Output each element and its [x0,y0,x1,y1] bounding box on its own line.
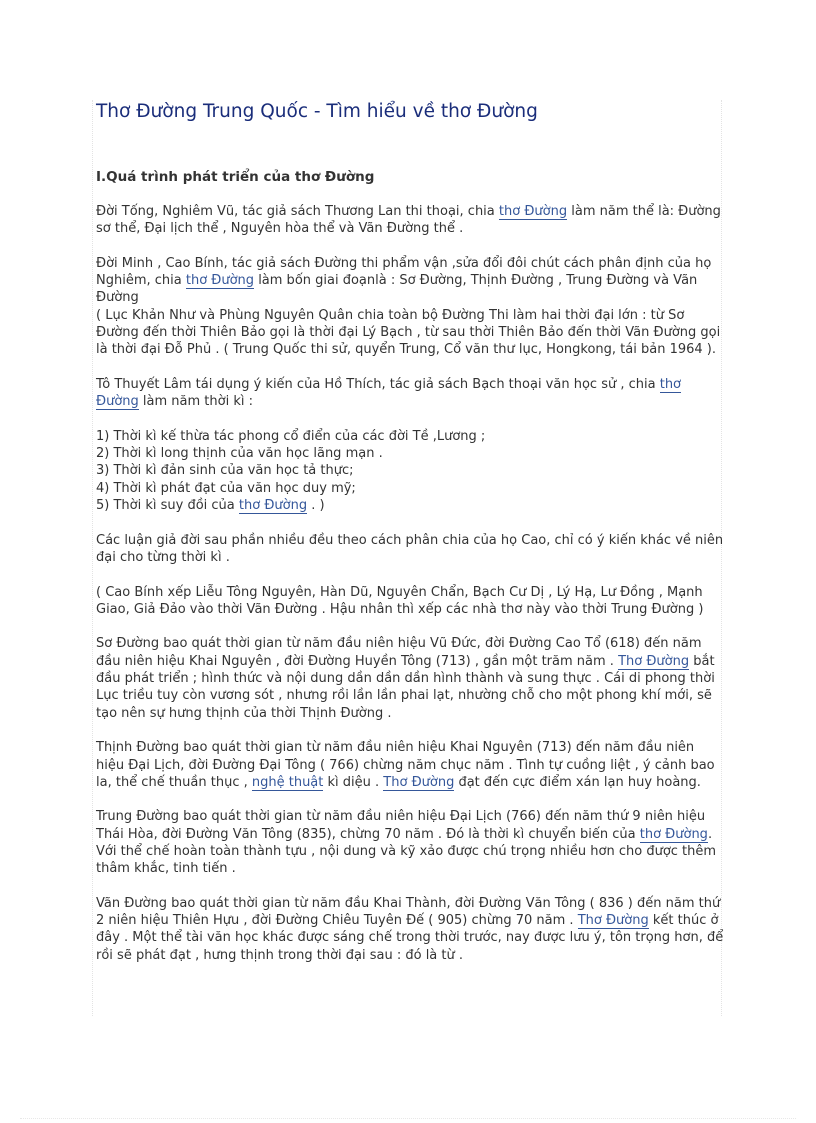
paragraph: Vãn Đường bao quát thời gian từ năm đầu Khai Thành, đời Đường Văn Tông ( 836 ) đến năm thứ 2 niên hiệu Thiên Hựu , đời Đường Chiêu Tuyên Đế ( 905) chừng 70 năm . Thơ Đường kết thúc ở đây . Một thể tài văn học khác được sáng chế trong thời trước, nay được lưu ý, tôn trọng hơn, để rồi sẽ phát đạt , hưng thịnh trong thời đại sau : đó là từ . [96,895,724,963]
tho-duong-link[interactable]: Thơ Đường [618,653,690,669]
tho-duong-link[interactable]: Thơ Đường [383,774,455,790]
paragraph: ( Lục Khản Như và Phùng Nguyên Quân chia toàn bộ Đường Thi làm hai thời đại lớn : từ Sơ Đường đến thời Thiên Bảo gọi là thời đại Lý Bạch , từ sau thời Thiên Bảo đến thời Vãn Đường gọi là thời đại Đỗ Phủ . ( Trung Quốc thi sử, quyển Trung, Cổ văn thư lục, Hongkong, tái bản 1964 ). [96,307,721,358]
list-item: 1) Thời kì kế thừa tác phong cổ điển của các đời Tề ,Lương ; [96,428,486,444]
list-item: 3) Thời kì đản sinh của văn học tả thực; [96,463,354,479]
tho-duong-link[interactable]: thơ Đường [639,826,708,842]
list-item: 2) Thời kì long thịnh của văn học lãng mạn . [96,446,383,462]
paragraph: Các luận giả đời sau phần nhiều đều theo cách phân chia của họ Cao, chỉ có ý kiến khác về niên đại cho từng thời kì . [96,532,724,565]
paragraph: Sơ Đường bao quát thời gian từ năm đầu niên hiệu Vũ Đức, đời Đường Cao Tổ (618) đến năm đầu niên hiệu Khai Nguyên , đời Đường Huyền Tông (713) , gần một trăm năm . Thơ Đường bắt đầu phát triển ; hình thức và nội dung dần dần dần hình thành và sung thực . Cái di phong thời Lục triều tuy còn vương sót , nhưng rồi lần lần phai lạt, nhường chỗ cho một phong khí mới, sẽ tạo nên sự hưng thịnh của thời Thịnh Đường . [96,636,715,721]
nghe-thuat-link[interactable]: nghệ thuật [251,774,324,790]
paragraph: Đời Tống, Nghiêm Vũ, tác giả sách Thương Lan thi thoại, chia thơ Đường làm năm thể là: Đường sơ thể, Đại lịch thể , Nguyên hòa thể và Vãn Đường thể . [96,204,721,237]
paragraph: Đời Minh , Cao Bính, tác giả sách Đường thi phẩm vận ,sửa đổi đôi chút cách phân định của họ Nghiêm, chia thơ Đường làm bốn giai đoạnlà : Sơ Đường, Thịnh Đường , Trung Đường và Vãn Đường [96,255,712,306]
list-item: 5) Thời kì suy đồi của thơ Đường . ) [96,498,325,514]
tho-duong-link[interactable]: thơ Đường [238,498,308,514]
section-heading: I.Quá trình phát triển của thơ Đường [96,169,375,185]
tho-duong-link[interactable]: thơ Đường [96,376,682,410]
paragraph: ( Cao Bính xếp Liễu Tông Nguyên, Hàn Dũ, Nguyên Chẩn, Bạch Cư Dị , Lý Hạ, Lư Đồng , Mạnh Giao, Giả Đảo vào thời Vãn Đường . Hậu nhân thì xếp các nhà thơ này vào thời Trung Đường ) [96,584,704,617]
footer-divider [20,1118,796,1119]
tho-duong-link[interactable]: thơ Đường [498,204,568,219]
tho-duong-link[interactable]: Thơ Đường [577,913,649,929]
list-item: 4) Thời kì phát đạt của văn học duy mỹ; [96,480,356,496]
paragraph: Trung Đường bao quát thời gian từ năm đầu niên hiệu Đại Lịch (766) đến năm thứ 9 niên hiệu Thái Hòa, đời Đường Văn Tông (835), chừng 70 năm . Đó là thời kì chuyển biến của thơ Đường. Với thể chế hoàn toàn thành tựu , nội dung và kỹ xảo được chú trọng nhiều hơn cho được thêm thâm khắc, tinh tiến . [96,809,717,877]
paragraph: Thịnh Đường bao quát thời gian từ năm đầu niên hiệu Khai Nguyên (713) đến năm đầu niên hiệu Đại Lịch, đời Đường Đại Tông ( 766) chừng năm chục năm . Tình tự cuồng liệt , ý cảnh bao la, thể chế thuần thục , nghệ thuật kì diệu . Thơ Đường đạt đến cực điểm xán lạn huy hoàng. [96,740,715,790]
period-list [96,428,724,514]
tho-duong-link[interactable]: thơ Đường [185,273,255,289]
article-title: Thơ Đường Trung Quốc - Tìm hiểu về thơ Đường [96,101,538,122]
paragraph: Tô Thuyết Lâm tái dụng ý kiến của Hồ Thích, tác giả sách Bạch thoại văn học sử , chia thơ Đường làm năm thời kì : [96,376,682,410]
article-body [96,203,724,981]
